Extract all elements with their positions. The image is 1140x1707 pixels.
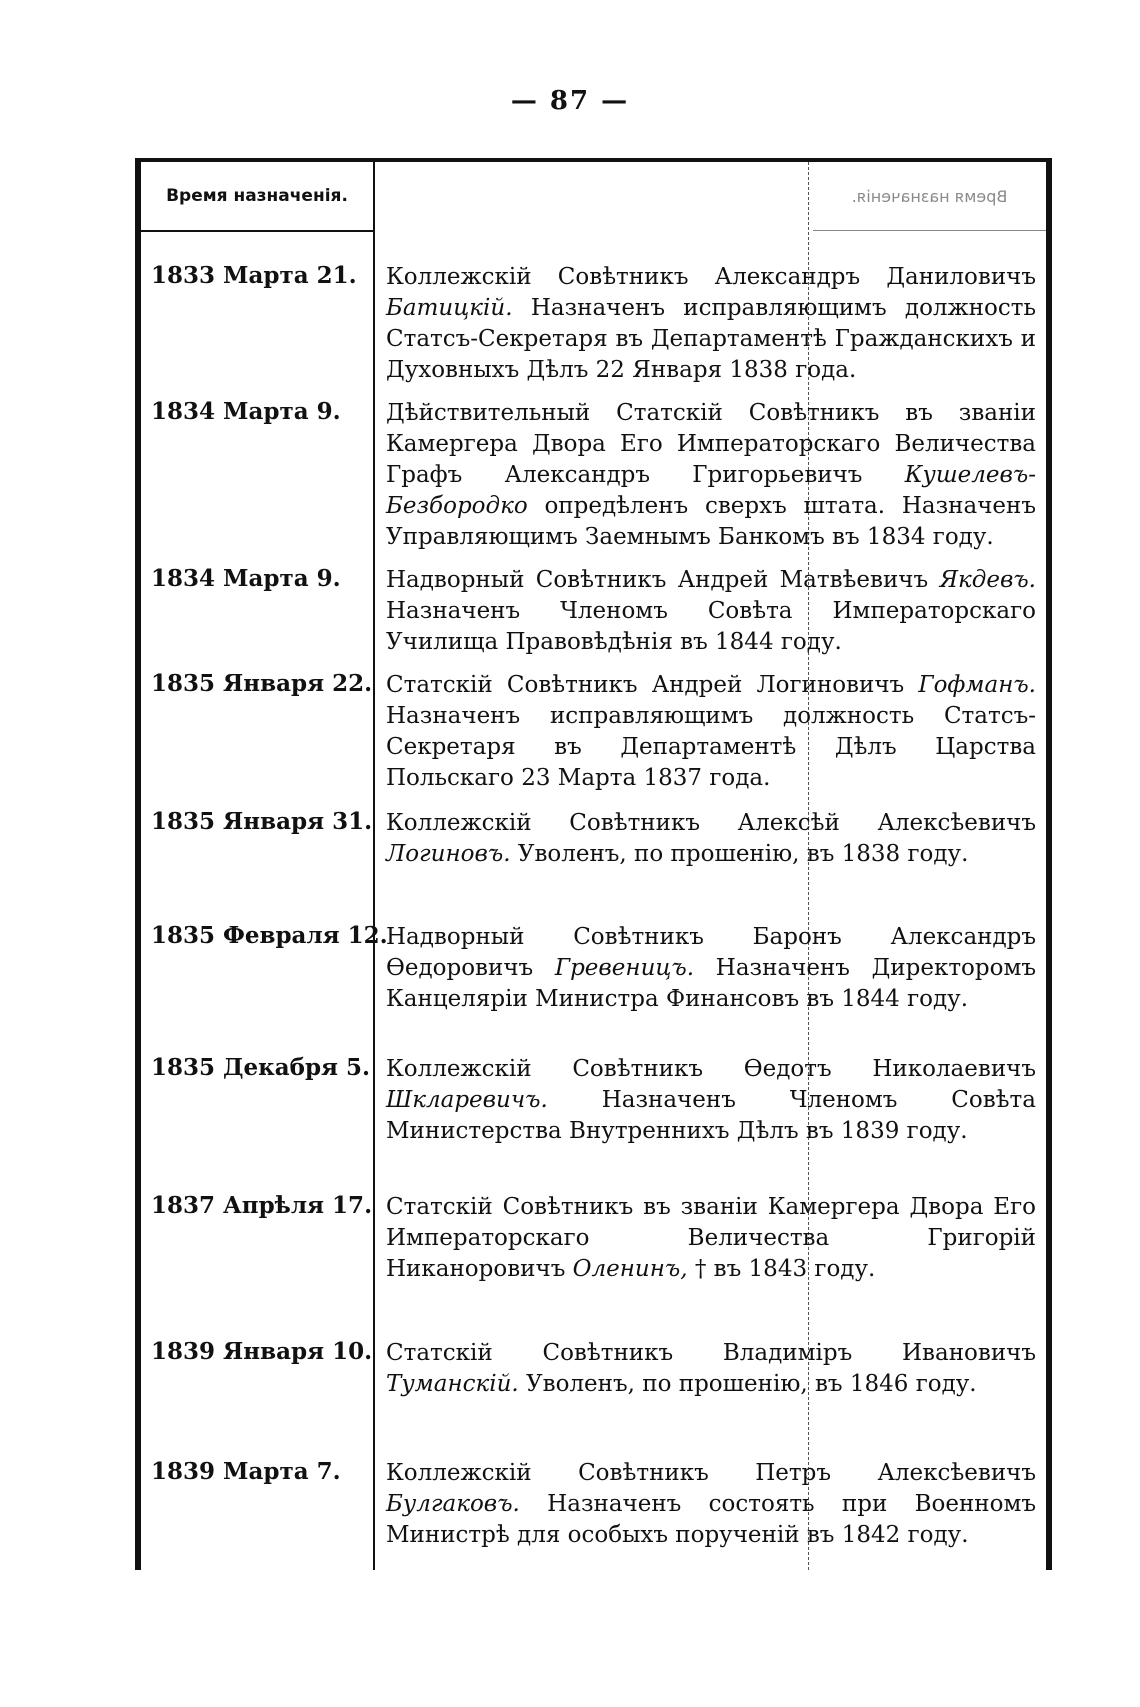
entry-surname: Гревеницъ. — [554, 955, 695, 981]
entry-surname: Кушелевъ-Безбородко — [386, 462, 1036, 519]
entry-date: 1835 Декабря 5. — [151, 1054, 371, 1081]
entry-date: 1835 Января 22. — [151, 670, 373, 697]
entry-surname: Шклаpевичъ. — [386, 1087, 548, 1113]
entry-text-before: Статскій Совѣтникъ Владиміръ Ивановичъ — [386, 1340, 1036, 1366]
entry-text-before: Коллежскій Совѣтникъ Ѳедотъ Николаевичъ — [386, 1056, 1036, 1082]
entry-text — [386, 1458, 1036, 1551]
entry-text-after: Назначенъ исправляющимъ должность Статсъ-Секретаря въ Департаментѣ Дѣлъ Царства Польскаго 23 Марта 1837 года. — [386, 703, 1036, 791]
entry-surname: Булгаковъ. — [386, 1491, 520, 1517]
entry-text-before: Статскій Совѣтникъ въ званіи Камергера Двора Его Императорскаго Величества Григорій Никаноровичъ — [386, 1194, 1036, 1282]
entry-text-before: Надворный Совѣтникъ Андрей Матвѣевичъ — [386, 567, 940, 593]
entry-text-after: Назначенъ Членомъ Совѣта Императорскаго Училища Правовѣдѣнія въ 1844 году. — [386, 598, 1036, 655]
entry-surname: Туманскій. — [386, 1371, 519, 1397]
entry-date: 1833 Марта 21. — [151, 262, 357, 289]
entry-date: 1834 Марта 9. — [151, 398, 341, 425]
entry-surname: Якдевъ. — [939, 567, 1036, 593]
column-divider — [373, 162, 375, 1570]
entry-text — [386, 1338, 1036, 1400]
entry-text — [386, 1192, 1036, 1285]
entry-date: 1839 Марта 7. — [151, 1458, 341, 1485]
entry-text — [386, 922, 1036, 1015]
entry-text-before: Дѣйствительный Статскій Совѣтникъ въ званіи Камергера Двора Его Императорскаго Величества Графъ Александръ Григорьевичъ — [386, 400, 1036, 488]
entry-date: 1835 Февраля 12. — [151, 922, 388, 949]
entry-text-before: Статскій Совѣтникъ Андрей Логиновичъ — [386, 672, 919, 698]
column-header-date: Время назначенія. — [141, 162, 373, 232]
entry-text-after: Уволенъ, по прошенію, въ 1846 году. — [518, 1371, 977, 1397]
entry-text-before: Коллежскій Совѣтникъ Алексѣй Алексѣевичъ — [386, 810, 1036, 836]
entry-date: 1839 Января 10. — [151, 1338, 373, 1365]
page-number: — 87 — — [510, 86, 630, 116]
register-table — [135, 158, 1052, 1570]
entry-text-after: Назначенъ состоять при Военномъ Министрѣ для особыхъ порученій въ 1842 году. — [386, 1491, 1036, 1548]
entry-text — [386, 808, 1036, 870]
entry-text — [386, 1054, 1036, 1147]
entry-surname: Гофманъ. — [918, 672, 1036, 698]
entry-text — [386, 565, 1036, 658]
entry-surname: Логиновъ. — [386, 841, 511, 867]
entry-text-after: опредѣленъ сверхъ штата. Назначенъ Управляющимъ Заемнымъ Банкомъ въ 1834 году. — [386, 493, 1036, 550]
entry-text-before: Надворный Совѣтникъ Баронъ Александръ Ѳедоровичъ — [386, 924, 1036, 981]
entry-date: 1834 Марта 9. — [151, 565, 341, 592]
column-header-ghost: Время назначенія. — [813, 162, 1046, 231]
entry-date: 1837 Апрѣля 17. — [151, 1192, 373, 1219]
entry-text-after: Назначенъ Директоромъ Канцеляріи Министра Финансовъ въ 1844 году. — [386, 955, 1036, 1012]
entry-text-before: Коллежскій Совѣтникъ Петръ Алексѣевичъ — [386, 1460, 1036, 1486]
entry-date: 1835 Января 31. — [151, 808, 373, 835]
entry-surname: Оленинъ, — [572, 1256, 688, 1282]
entry-text-after: † въ 1843 году. — [687, 1256, 876, 1282]
entry-text — [386, 670, 1036, 794]
entry-text — [386, 398, 1036, 553]
entry-text-after: Назначенъ исправляющимъ должность Статсъ-Секретаря въ Департаментѣ Гражданскихъ и Духовныхъ Дѣлъ 22 Января 1838 года. — [386, 295, 1036, 383]
entry-surname: Батицкій. — [386, 295, 513, 321]
entry-text — [386, 262, 1036, 386]
entry-text-before: Коллежскій Совѣтникъ Александръ Даниловичъ — [386, 264, 1036, 290]
entry-text-after: Назначенъ Членомъ Совѣта Министерства Внутреннихъ Дѣлъ въ 1839 году. — [386, 1087, 1036, 1144]
entry-text-after: Уволенъ, по прошенію, въ 1838 году. — [510, 841, 969, 867]
